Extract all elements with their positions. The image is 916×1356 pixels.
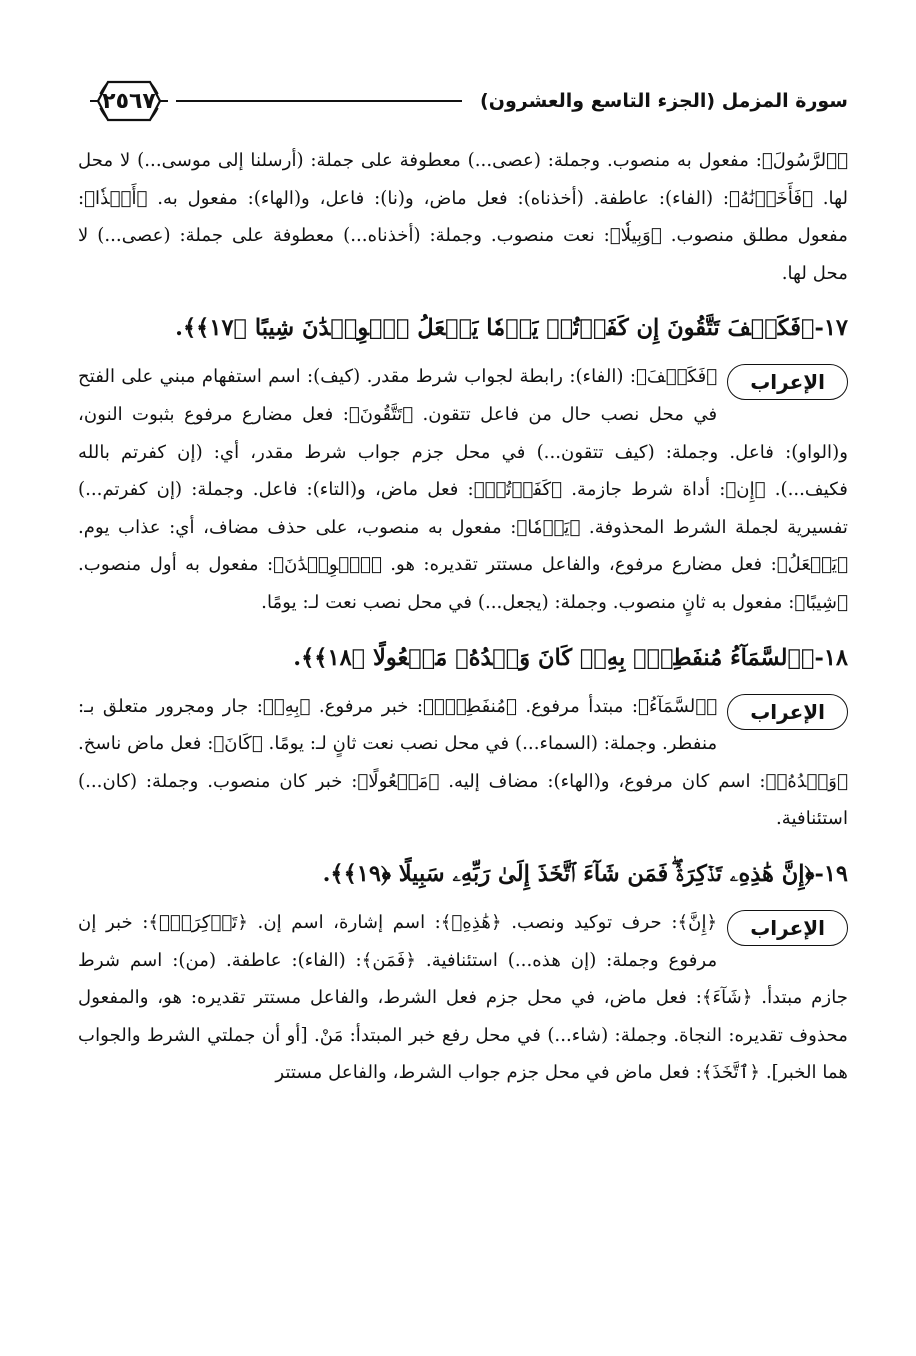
irab-label: الإعراب: [727, 694, 848, 730]
intro-paragraph: ﴿ٱلرَّسُولَ﴾: مفعول به منصوب. وجملة: (عصى...) معطوفة على جملة: (أرسلنا إلى موسى...) لا محل لها. ﴿فَأَخَذۡنَٰهُ﴾: (الفاء): عاطفة. (أخذناه): فعل ماض، و(نا): فاعل، و(الهاء): مفعول به. ﴿أَخۡذٗا﴾: مفعول مطلق منصوب. ﴿وَبِيلٗا﴾: نعت منصوب. وجملة: (أخذناه...) معطوفة على جملة: (عصى...) لا محل لها.: [78, 150, 848, 284]
page-number: ٢٥٦٧: [102, 88, 156, 114]
page-number-badge: [86, 76, 172, 126]
irab-text: ﴿ٱلسَّمَآءُ﴾: مبتدأ مرفوع. ﴿مُنفَطِرُۢ﴾: خبر مرفوع. ﴿بِهِۦ﴾: جار ومجرور متعلق بـ: منفطر. وجملة: (السماء...) في محل نصب نعت ثانٍ لـ: يومًا. ﴿كَانَ﴾: فعل ماض ناسخ. ﴿وَعۡدُهُۥ﴾: اسم كان مرفوع، و(الهاء): مضاف إليه. ﴿مَفۡعُولًا﴾: خبر كان منصوب. وجملة: (كان...) استئنافية.: [78, 695, 848, 830]
section-verse-18: [78, 638, 848, 838]
verse-line: ١٧-﴿فَكَيۡفَ تَتَّقُونَ إِن كَفَرۡتُمۡ يَوۡمٗا يَجۡعَلُ ٱلۡوِلۡدَٰنَ شِيبًا ﴿١٧﴾﴾.: [175, 315, 848, 342]
irab-block: [78, 688, 848, 838]
irab-text: ﴿فَكَيۡفَ﴾: (الفاء): رابطة لجواب شرط مقدر. (كيف): اسم استفهام مبني على الفتح في محل نصب حال من فاعل تتقون. ﴿تَتَّقُونَ﴾: فعل مضارع مرفوع بثبوت النون، و(الواو): فاعل. وجملة: (كيف تتقون...) في محل جزم جواب شرط مقدر، أي: (إن كفرتم بالله فكيف...). ﴿إِن﴾: أداة شرط جازمة. ﴿كَفَرۡتُمۡ﴾: فعل ماض، و(التاء): فاعل. وجملة: (إن كفرتم...) تفسيرية لجملة الشرط المحذوفة. ﴿يَوۡمٗا﴾: مفعول به منصوب، على حذف مضاف، أي: عذاب يوم. ﴿يَجۡعَلُ﴾: فعل مضارع مرفوع، والفاعل مستتر تقديره: هو. ﴿ٱلۡوِلۡدَٰنَ﴾: مفعول به أول منصوب. ﴿شِيبًا﴾: مفعول به ثانٍ منصوب. وجملة: (يجعل...) في محل نصب نعت لـ: يومًا.: [78, 366, 848, 613]
page-body: [78, 142, 848, 1092]
header-rule: [176, 100, 462, 102]
section-verse-17: [78, 308, 848, 621]
verse-line: ١٨-﴿ٱلسَّمَآءُ مُنفَطِرُۢ بِهِۦۚ كَانَ وَعۡدُهُۥ مَفۡعُولًا ﴿١٨﴾﴾.: [293, 644, 848, 671]
irab-text: ﴿إِنَّ﴾: حرف توكيد ونصب. ﴿هَٰذِهِۦ﴾: اسم إشارة، اسم إن. ﴿تَذۡكِرَةٞۖ﴾: خبر إن مرفوع وجملة: (إن هذه...) استئنافية. ﴿فَمَن﴾: (الفاء): عاطفة. (من): اسم شرط جازم مبتدأ. ﴿شَآءَ﴾: فعل ماض، في محل جزم فعل الشرط، والفاعل مستتر تقديره: هو، والمفعول محذوف تقديره: النجاة. وجملة: (شاء...) في محل رفع خبر المبتدأ: مَنْ. [أو أن جملتي الشرط والجواب هما الخبر]. ﴿ٱتَّخَذَ﴾: فعل ماض في محل جزم جواب الشرط، والفاعل مستتر: [78, 911, 848, 1084]
running-head: سورة المزمل (الجزء التاسع والعشرون): [480, 90, 848, 112]
irab-block: [78, 358, 848, 621]
section-verse-19: [78, 854, 848, 1092]
page-header: [86, 72, 848, 130]
irab-block: [78, 904, 848, 1092]
irab-label: الإعراب: [727, 364, 848, 400]
irab-label: الإعراب: [727, 910, 848, 946]
verse-line: ١٩-﴿إِنَّ هَٰذِهِۦ تَذۡكِرَةٞۖ فَمَن شَآءَ ٱتَّخَذَ إِلَىٰ رَبِّهِۦ سَبِيلًا ﴿١٩﴾﴾.: [322, 860, 848, 887]
